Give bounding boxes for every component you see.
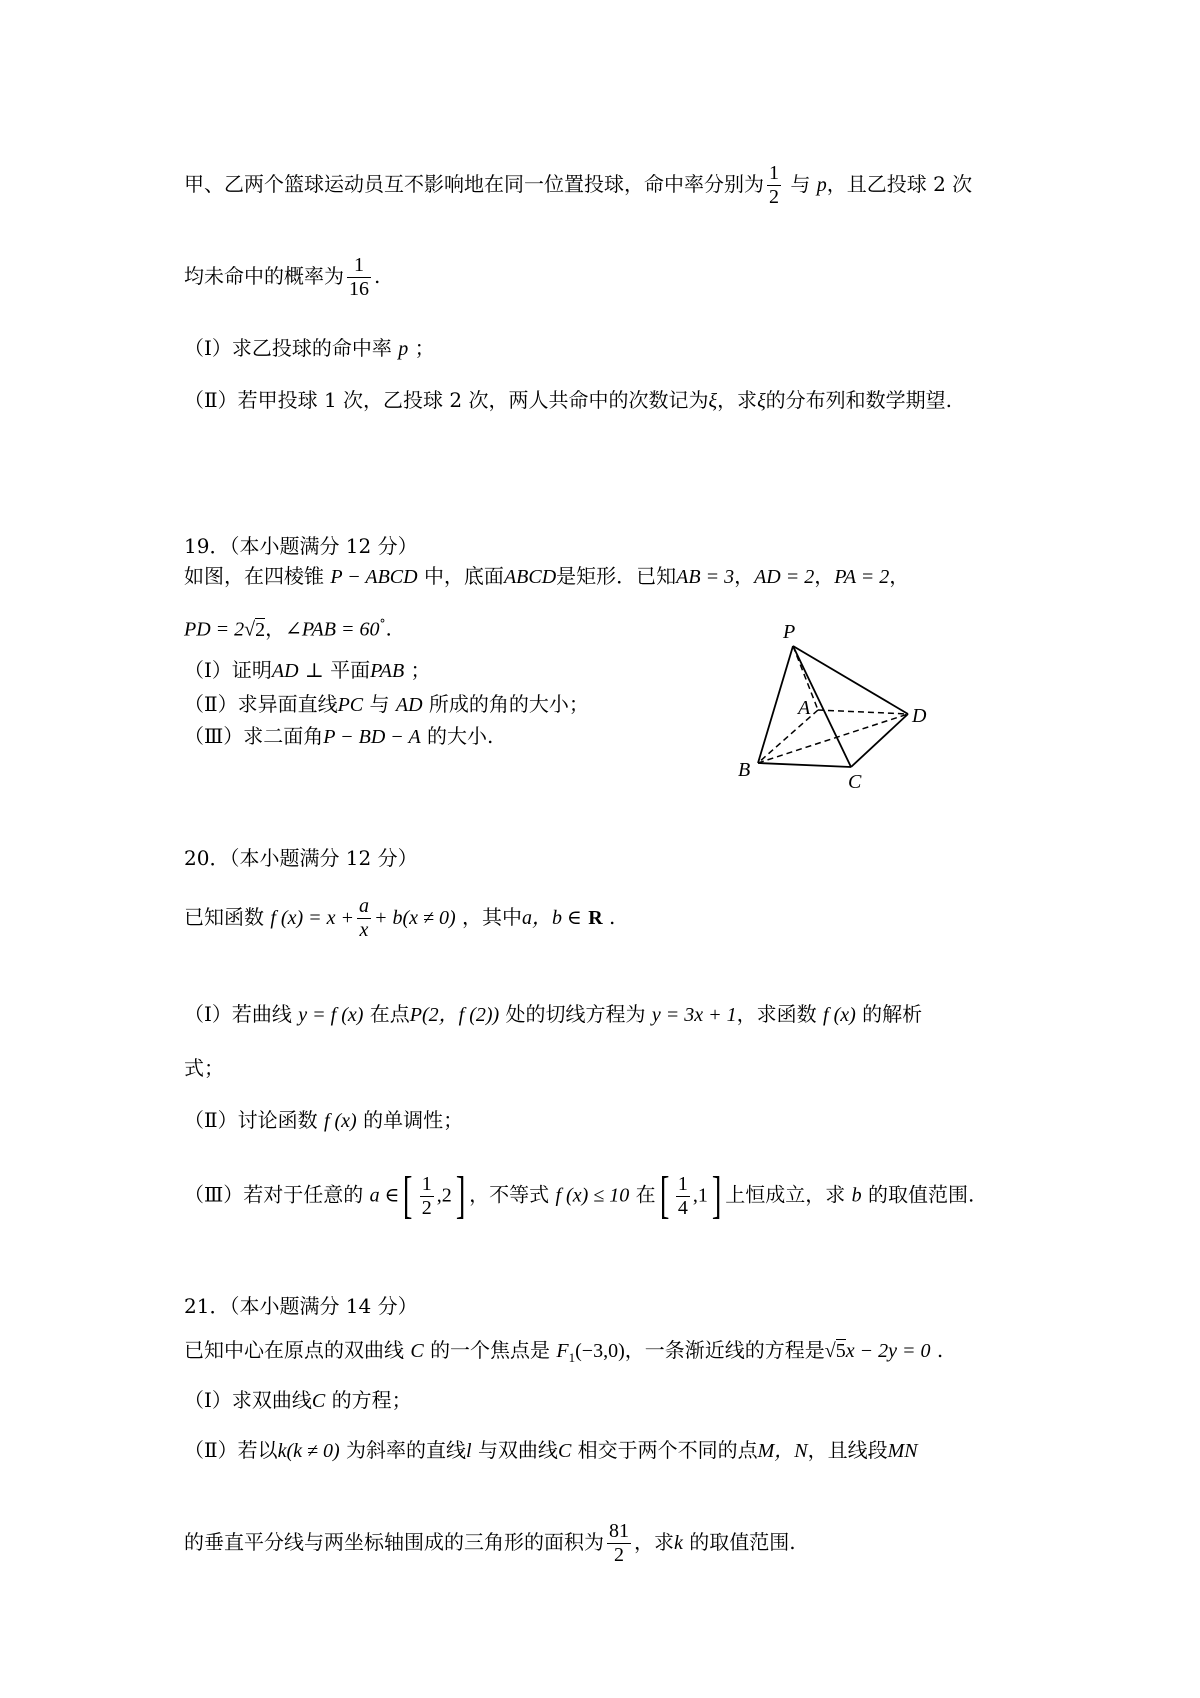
q20-header: 20．（本小题满分 12 分） bbox=[184, 846, 418, 870]
q21-header: 21．（本小题满分 14 分） bbox=[184, 1294, 418, 1318]
q19-line1: 如图，在四棱锥 P − ABCD 中，底面ABCD是矩形．已知AB = 3，AD = 2，PA = 2， bbox=[184, 564, 910, 588]
interval2-fraction: $\frac{1}{4}$ bbox=[677, 1172, 688, 1219]
q20-part1-continued: 式； bbox=[184, 1056, 224, 1080]
q19-part2: （Ⅱ）求异面直线PC 与 AD 所成的角的大小； bbox=[184, 692, 589, 716]
q21-line1: 已知中心在原点的双曲线 C 的一个焦点是 $F_1(-3,0)$，一条渐近线的方程是√5x − 2y = 0 . bbox=[184, 1338, 944, 1365]
q20-part1: （Ⅰ）若曲线 y = f (x) 在点P(2，f (2)) 处的切线方程为 y = 3x + 1，求函数 f (x) 的解析 bbox=[184, 1002, 923, 1026]
q18-intro-text: 甲、乙两个篮球运动员互不影响地在同一位置投球，命中率分别为 bbox=[184, 172, 764, 196]
label-D: D bbox=[912, 705, 927, 727]
q18-intro-line2: 均未命中的概率为 $\frac{1}{16}$ . bbox=[184, 254, 381, 300]
q19-header: 19．（本小题满分 12 分） bbox=[184, 534, 418, 558]
var-p: p bbox=[816, 174, 827, 196]
label-B: B bbox=[738, 759, 751, 781]
q19-part3: （Ⅲ）求二面角P − BD − A 的大小. bbox=[184, 724, 494, 748]
var-xi: ξ bbox=[708, 390, 718, 412]
edge-BC bbox=[758, 763, 851, 767]
q21-part2: （Ⅱ）若以k(k ≠ 0) 为斜率的直线l 与双曲线C 相交于两个不同的点M，N，且线段MN bbox=[184, 1438, 918, 1462]
q19-line2: PD = 2√2，∠PAB = 60°. bbox=[184, 616, 392, 641]
q21-fraction-81-over-2: $\frac{81}{2}$ bbox=[609, 1520, 629, 1566]
label-C: C bbox=[848, 771, 862, 790]
q20-fraction-a-over-x: $\frac{a}{x}$ bbox=[358, 895, 369, 941]
interval1-fraction: $\frac{1}{2}$ bbox=[421, 1172, 432, 1219]
label-P: P bbox=[783, 621, 796, 643]
q19-part1: （Ⅰ）证明AD ⊥ 平面PAB ； bbox=[184, 658, 431, 682]
edge-PB bbox=[758, 646, 793, 763]
q18-part2: （Ⅱ）若甲投球 1 次，乙投球 2 次，两人共命中的次数记为ξ，求ξ的分布列和数学期望. bbox=[184, 388, 952, 412]
q18-fraction-sixteenth: $\frac{1}{16}$ bbox=[349, 254, 369, 300]
edge-CD bbox=[851, 714, 908, 767]
q21-part1: （Ⅰ）求双曲线C 的方程； bbox=[184, 1388, 412, 1412]
q18-part1: （Ⅰ）求乙投球的命中率 p ； bbox=[184, 336, 435, 360]
q18-fraction-half: $\frac{1}{2}$ bbox=[769, 162, 779, 208]
edge-BD bbox=[758, 714, 908, 763]
edge-AD bbox=[818, 710, 908, 714]
q20-line1: 已知函数 f (x) = x + $\frac{a}{x}$ + b(x ≠ 0) ，其中a，b ∈ R . bbox=[184, 895, 616, 941]
q20-part3: （Ⅲ）若对于任意的 a ∈[ $\frac{1}{2}$ ,2] ，不等式 f (x) ≤ 10 在[ $\frac{1}{4}$ ,1] 上恒成立，求 b 的取值范围. bbox=[184, 1167, 975, 1224]
q18-intro-line1: 甲、乙两个篮球运动员互不影响地在同一位置投球，命中率分别为 $\frac{1}{2}$ 与 p，且乙投球 2 次 bbox=[184, 162, 973, 208]
q21-last-line: 的垂直平分线与两坐标轴围成的三角形的面积为 $\frac{81}{2}$ ，求k 的取值范围. bbox=[184, 1520, 796, 1566]
q20-part2: （Ⅱ）讨论函数 f (x) 的单调性； bbox=[184, 1108, 464, 1132]
label-A: A bbox=[798, 697, 811, 719]
pyramid-figure bbox=[728, 620, 938, 790]
